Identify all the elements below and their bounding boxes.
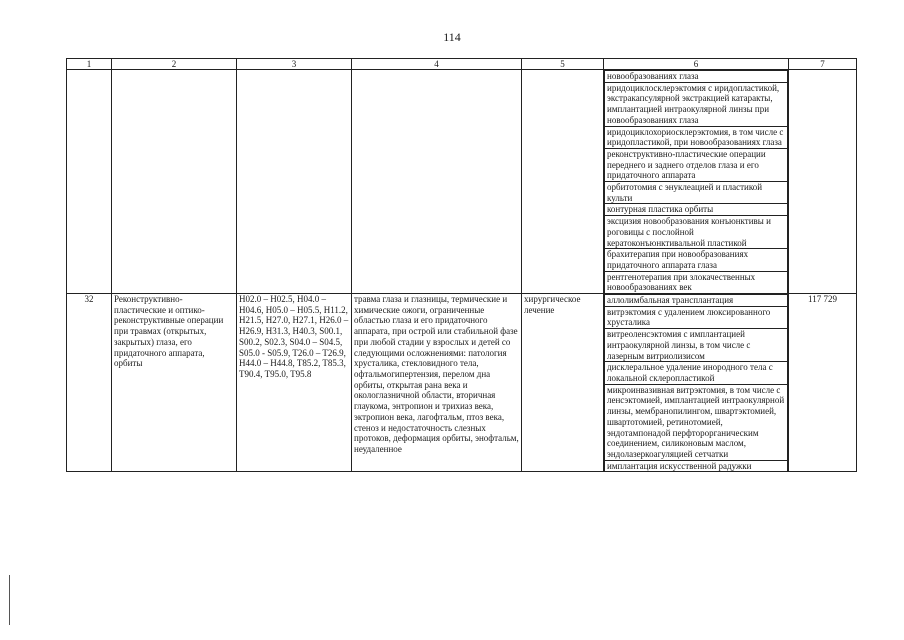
method-item: аллолимбальная трансплантация — [605, 295, 788, 307]
method-item: контурная пластика орбиты — [605, 204, 788, 216]
column-number-row — [67, 59, 857, 70]
method-item: дисклеральное удаление инородного тела с локальной склеропластикой — [605, 362, 788, 384]
method-item: эксцизия новообразования конъюнктивы и роговицы с послойной кератоконъюнктивальной пластикой — [605, 216, 788, 249]
diagnosis-codes: H02.0 – H02.5, H04.0 – H04.6, H05.0 – H05.5, H11.2, H21.5, H27.0, H27.1, H26.0 – H26.9, H31.3, H40.3, S00.1, S00.2, S02.3, S04.0 – S04.5, S05.0 - S05.9, T26.0 – T26.9, H44.0 – H44.8, T85.2, T85.3, T90.4, T95.0, T95.8 — [237, 294, 352, 472]
methods-list — [604, 70, 788, 293]
services-table — [66, 58, 857, 472]
continuation-row — [67, 70, 857, 294]
method-item: имплантация искусственной радужки — [605, 460, 788, 471]
column-number: 7 — [789, 59, 857, 70]
method-item: витрэктомия с удалением люксированного хрусталика — [605, 306, 788, 328]
row-number: 32 — [67, 294, 112, 472]
column-number: 3 — [237, 59, 352, 70]
column-number: 2 — [112, 59, 237, 70]
row-32 — [67, 294, 857, 472]
methods-cell — [604, 70, 789, 294]
column-number: 6 — [604, 59, 789, 70]
method-item: иридоциклосклерэктомия с иридопластикой, экстракапсулярной экстракцией катаракты, имплантацией интраокулярной линзы при новообразованиях глаза — [605, 82, 788, 126]
page-number: 114 — [443, 30, 461, 44]
scan-edge-mark — [9, 575, 10, 625]
method-item: витреоленсэктомия с имплантацией интраокулярной линзы, в том числе с лазерным витриолизисом — [605, 329, 788, 362]
treatment-type: хирургическое лечение — [522, 294, 604, 472]
service-name: Реконструктивно-пластические и оптико-реконструктивные операции при травмах (открытых, закрытых) глаза, его придаточного аппарата, орбиты — [112, 294, 237, 472]
method-item: брахитерапия при новообразованиях придаточного аппарата глаза — [605, 249, 788, 271]
method-item: новообразованиях глаза — [605, 71, 788, 83]
column-number: 5 — [522, 59, 604, 70]
methods-cell — [604, 294, 789, 472]
patient-model: травма глаза и глазницы, термические и химические ожоги, ограниченные областью глаза и его придаточного аппарата, при острой или стабильной фазе при любой стадии у взрослых и детей со следующими осложнениями: патология хрусталика, стекловидного тела, офтальмогипертензия, перелом дна орбиты, открытая рана века и окологлазничной области, вторичная глаукома, энтропион и трихиаз века, эктропион века, лагофтальм, птоз века, стеноз и недостаточность слезных протоков, деформация орбиты, энофтальм, неудаленное — [352, 294, 522, 472]
column-number: 1 — [67, 59, 112, 70]
method-item: реконструктивно-пластические операции переднего и заднего отделов глаза и его придаточного аппарата — [605, 148, 788, 181]
column-number: 4 — [352, 59, 522, 70]
method-item: иридоциклохориосклерэктомия, в том числе с иридопластикой, при новообразованиях глаза — [605, 126, 788, 148]
method-item: микроинвазивная витрэктомия, в том числе с ленсэктомией, имплантацией интраокулярной линзы, мембранопилингом, швартэктомией, швартотомией, ретинотомией, эндотампонадой перфторорганическим соединением, силиконовым маслом, эндолазеркоагуляцией сетчатки — [605, 384, 788, 460]
method-item: рентгенотерапия при злокачественных новообразованиях век — [605, 271, 788, 293]
cost-value: 117 729 — [789, 294, 857, 472]
methods-list — [604, 294, 788, 471]
method-item: орбитотомия с энуклеацией и пластикой культи — [605, 182, 788, 204]
